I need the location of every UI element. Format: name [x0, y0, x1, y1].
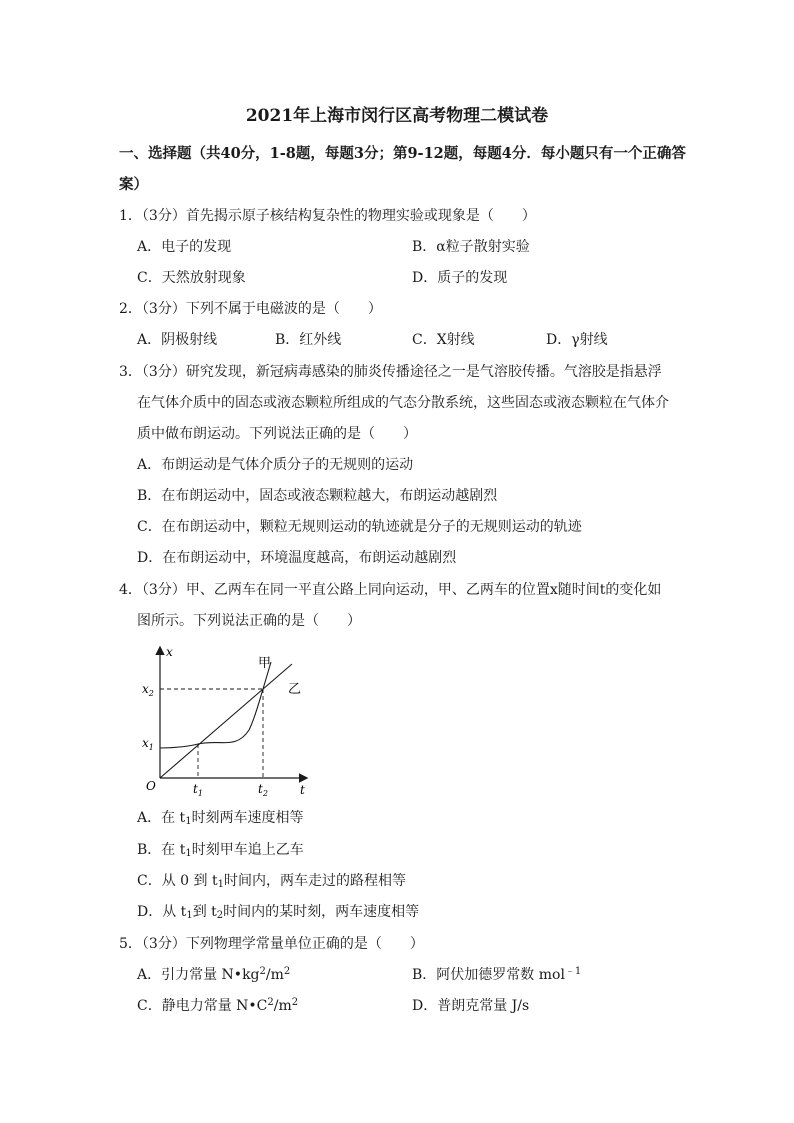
q2-option-d: D．γ射线 [546, 332, 608, 348]
q1-option-b: B．α粒子散射实验 [412, 239, 530, 255]
q4-option-c: C．从 0 到 $t_1$时间内，两车走过的路程相等 [137, 873, 406, 890]
q2-option-b: B．红外线 [275, 332, 342, 348]
x1-label: $x_1$ [142, 736, 154, 752]
q3-stem-line3: 质中做布朗运动。下列说法正确的是（ ） [137, 426, 417, 442]
q3-option-b: B．在布朗运动中，固态或液态颗粒越大，布朗运动越剧烈 [137, 488, 498, 504]
q5-option-c: C．静电力常量 $N•C^2/m^2$ [137, 997, 299, 1014]
q3-option-c: C．在布朗运动中，颗粒无规则运动的轨迹就是分子的无规则运动的轨迹 [137, 519, 582, 535]
q3-stem-line1: 3．（3分）研究发现，新冠病毒感染的肺炎传播途径之一是气溶胶传播。气溶胶是指悬浮 [119, 364, 662, 380]
q4-stem-line1: 4．（3分）甲、乙两车在同一平直公路上同向运动，甲、乙两车的位置x随时间t的变化如 [119, 582, 662, 598]
q5-option-d: D．普朗克常量 J/s [412, 998, 530, 1014]
section-heading-line1: 一、选择题（共40分，1-8题，每题3分；第9-12题，每题4分．每小题只有一个正确答 [119, 145, 686, 162]
x2-label: $x_2$ [142, 682, 154, 698]
section-heading-line2: 案） [119, 176, 148, 193]
q1-option-d: D．质子的发现 [412, 270, 508, 286]
q2-stem: 2．（3分）下列不属于电磁波的是（ ） [119, 301, 382, 317]
q4-stem-line2: 图所示。下列说法正确的是（ ） [137, 613, 361, 629]
q4-option-d: D．从 $t_1$到 $t_2$时间内的某时刻，两车速度相等 [137, 904, 420, 921]
page-title: 2021年上海市闵行区高考物理二模试卷 [245, 106, 549, 126]
q3-option-a: A．布朗运动是气体介质分子的无规则的运动 [137, 457, 414, 473]
t2-label: $t_2$ [258, 782, 268, 798]
y-axis-label: x [166, 645, 173, 659]
q2-option-a: A．阴极射线 [137, 332, 218, 348]
position-time-graph [136, 640, 316, 798]
q5-option-a: A．引力常量 $N•kg^2/m^2$ [137, 966, 291, 983]
car-a-curve [160, 662, 271, 748]
q1-stem: 1．（3分）首先揭示原子核结构复杂性的物理实验或现象是（ ） [119, 208, 536, 224]
q1-option-c: C．天然放射现象 [137, 270, 246, 286]
q5-option-b: B．阿伏加德罗常数 mol$^{﹣1}$ [412, 966, 582, 983]
t1-label: $t_1$ [193, 782, 203, 798]
q2-option-c: C．X射线 [412, 332, 475, 348]
car-b-label: 乙 [288, 682, 302, 697]
origin-label: O [146, 779, 156, 793]
q1-option-a: A．电子的发现 [137, 239, 232, 255]
q4-option-b: B．在 $t_1$时刻甲车追上乙车 [137, 842, 304, 859]
q4-option-a: A．在 $t_1$时刻两车速度相等 [137, 810, 304, 827]
car-b-line [160, 664, 292, 778]
car-a-label: 甲 [258, 656, 272, 671]
q3-stem-line2: 在气体介质中的固态或液态颗粒所组成的气态分散系统，这些固态或液态颗粒在气体介 [137, 395, 669, 411]
q5-stem: 5．（3分）下列物理学常量单位正确的是（ ） [119, 936, 424, 952]
x-axis-label: t [300, 783, 305, 797]
q3-option-d: D．在布朗运动中，环境温度越高，布朗运动越剧烈 [137, 550, 457, 566]
